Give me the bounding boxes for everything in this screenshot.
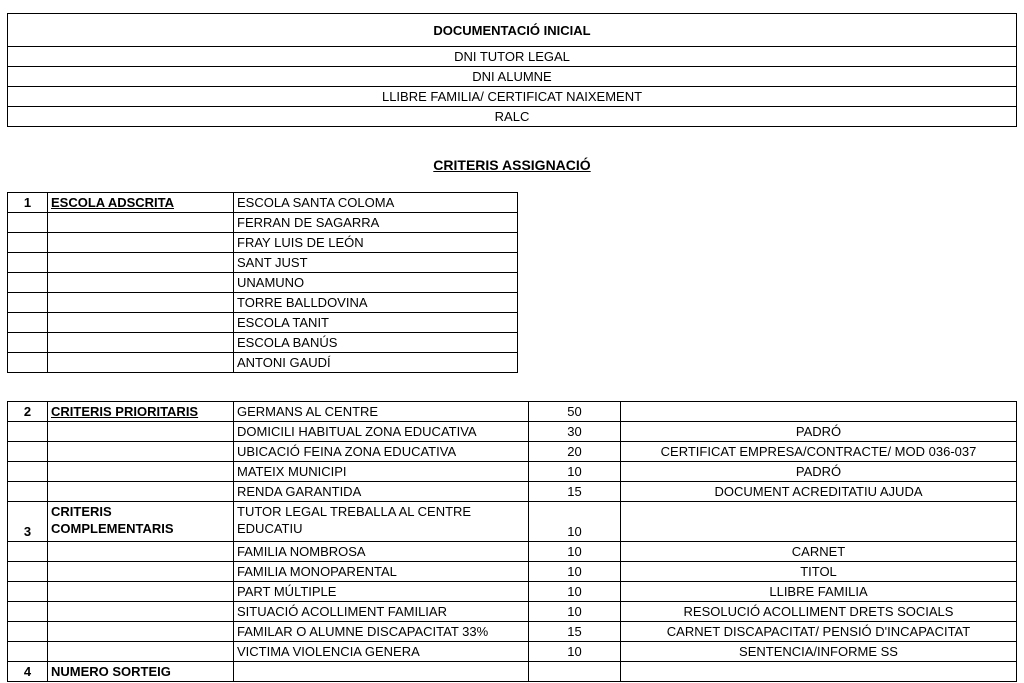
points-cell: 10 [529, 542, 621, 562]
document-cell: LLIBRE FAMILIA [621, 582, 1017, 602]
points-cell: 30 [529, 422, 621, 442]
table-row [8, 253, 518, 273]
category-label [48, 353, 234, 373]
row-number [8, 213, 48, 233]
row-number [8, 562, 48, 582]
row-number: 2 [8, 402, 48, 422]
row-number [8, 462, 48, 482]
section-heading: CRITERIS ASSIGNACIÓ [433, 157, 591, 173]
category-label [48, 542, 234, 562]
row-number [8, 333, 48, 353]
school-name: FRAY LUIS DE LEÓN [234, 233, 518, 253]
escola-adscrita-table [7, 192, 518, 373]
document-cell [621, 502, 1017, 542]
document-cell: RESOLUCIÓ ACOLLIMENT DRETS SOCIALS [621, 602, 1017, 622]
table-row [8, 502, 1017, 542]
criterion-cell: SITUACIÓ ACOLLIMENT FAMILIAR [234, 602, 529, 622]
table-row [8, 67, 1017, 87]
points-cell: 15 [529, 482, 621, 502]
criteris-assignacio-table [7, 401, 1017, 682]
doc-item: DNI TUTOR LEGAL [8, 47, 1017, 67]
category-label [48, 642, 234, 662]
document-cell: PADRÓ [621, 462, 1017, 482]
row-number [8, 442, 48, 462]
row-number [8, 582, 48, 602]
category-label [48, 622, 234, 642]
category-label [48, 562, 234, 582]
category-label [48, 333, 234, 353]
points-cell [529, 662, 621, 682]
table-row [8, 193, 518, 213]
criterion-cell: DOMICILI HABITUAL ZONA EDUCATIVA [234, 422, 529, 442]
table-row [8, 442, 1017, 462]
school-name: UNAMUNO [234, 273, 518, 293]
row-number [8, 542, 48, 562]
document-cell: PADRÓ [621, 422, 1017, 442]
document-cell: DOCUMENT ACREDITATIU AJUDA [621, 482, 1017, 502]
points-cell: 50 [529, 402, 621, 422]
points-cell: 10 [529, 602, 621, 622]
category-label: NUMERO SORTEIG [48, 662, 234, 682]
table-row [8, 293, 518, 313]
document-cell: SENTENCIA/INFORME SS [621, 642, 1017, 662]
criterion-cell: PART MÚLTIPLE [234, 582, 529, 602]
table-row [8, 87, 1017, 107]
school-name: ESCOLA BANÚS [234, 333, 518, 353]
points-cell: 10 [529, 582, 621, 602]
table-row [8, 47, 1017, 67]
criterion-cell: TUTOR LEGAL TREBALLA AL CENTRE EDUCATIU [234, 502, 529, 542]
table-row [8, 562, 1017, 582]
row-number: 4 [8, 662, 48, 682]
documentacio-inicial-table [7, 13, 1017, 127]
row-number [8, 642, 48, 662]
document-cell [621, 402, 1017, 422]
row-number: 1 [8, 193, 48, 213]
criterion-cell [234, 662, 529, 682]
row-number [8, 253, 48, 273]
table-row [8, 107, 1017, 127]
document-cell: CERTIFICAT EMPRESA/CONTRACTE/ MOD 036-037 [621, 442, 1017, 462]
table-row [8, 402, 1017, 422]
criterion-cell: GERMANS AL CENTRE [234, 402, 529, 422]
document-cell: CARNET [621, 542, 1017, 562]
row-number: 3 [8, 502, 48, 542]
school-name: SANT JUST [234, 253, 518, 273]
table-row [8, 333, 518, 353]
table-row [8, 462, 1017, 482]
points-cell: 10 [529, 642, 621, 662]
points-cell: 10 [529, 502, 621, 542]
doc-table-title: DOCUMENTACIÓ INICIAL [8, 14, 1017, 47]
category-label [48, 313, 234, 333]
category-label: ESCOLA ADSCRITA [48, 193, 234, 213]
school-name: ANTONI GAUDÍ [234, 353, 518, 373]
criterion-cell: VICTIMA VIOLENCIA GENERA [234, 642, 529, 662]
row-number [8, 422, 48, 442]
criterion-cell: FAMILIA MONOPARENTAL [234, 562, 529, 582]
table-row [8, 14, 1017, 47]
table-row [8, 213, 518, 233]
table-row [8, 602, 1017, 622]
points-cell: 20 [529, 442, 621, 462]
category-label [48, 213, 234, 233]
table-row [8, 582, 1017, 602]
table-row [8, 542, 1017, 562]
row-number [8, 273, 48, 293]
table-row [8, 662, 1017, 682]
table-row [8, 233, 518, 253]
table-row [8, 642, 1017, 662]
document-cell: CARNET DISCAPACITAT/ PENSIÓ D'INCAPACITAT [621, 622, 1017, 642]
row-number [8, 313, 48, 333]
category-label [48, 462, 234, 482]
category-label [48, 253, 234, 273]
category-label [48, 293, 234, 313]
school-name: ESCOLA SANTA COLOMA [234, 193, 518, 213]
row-number [8, 293, 48, 313]
criterion-cell: MATEIX MUNICIPI [234, 462, 529, 482]
category-label [48, 442, 234, 462]
row-number [8, 602, 48, 622]
row-number [8, 482, 48, 502]
school-name: FERRAN DE SAGARRA [234, 213, 518, 233]
row-number [8, 233, 48, 253]
table-row [8, 313, 518, 333]
row-number [8, 353, 48, 373]
category-label: CRITERIS COMPLEMENTARIS [48, 502, 234, 542]
category-label [48, 422, 234, 442]
doc-item: LLIBRE FAMILIA/ CERTIFICAT NAIXEMENT [8, 87, 1017, 107]
table-row [8, 482, 1017, 502]
table-row [8, 422, 1017, 442]
doc-item: DNI ALUMNE [8, 67, 1017, 87]
points-cell: 10 [529, 462, 621, 482]
row-number [8, 622, 48, 642]
document-cell [621, 662, 1017, 682]
criterion-cell: FAMILIA NOMBROSA [234, 542, 529, 562]
points-cell: 15 [529, 622, 621, 642]
category-label: CRITERIS PRIORITARIS [48, 402, 234, 422]
points-cell: 10 [529, 562, 621, 582]
category-label [48, 582, 234, 602]
criterion-cell: FAMILAR O ALUMNE DISCAPACITAT 33% [234, 622, 529, 642]
table-row [8, 273, 518, 293]
criterion-cell: UBICACIÓ FEINA ZONA EDUCATIVA [234, 442, 529, 462]
doc-item: RALC [8, 107, 1017, 127]
category-label [48, 233, 234, 253]
document-cell: TITOL [621, 562, 1017, 582]
table-row [8, 622, 1017, 642]
criterion-cell: RENDA GARANTIDA [234, 482, 529, 502]
school-name: TORRE BALLDOVINA [234, 293, 518, 313]
table-row [8, 353, 518, 373]
category-label [48, 482, 234, 502]
category-label [48, 273, 234, 293]
category-label [48, 602, 234, 622]
school-name: ESCOLA TANIT [234, 313, 518, 333]
